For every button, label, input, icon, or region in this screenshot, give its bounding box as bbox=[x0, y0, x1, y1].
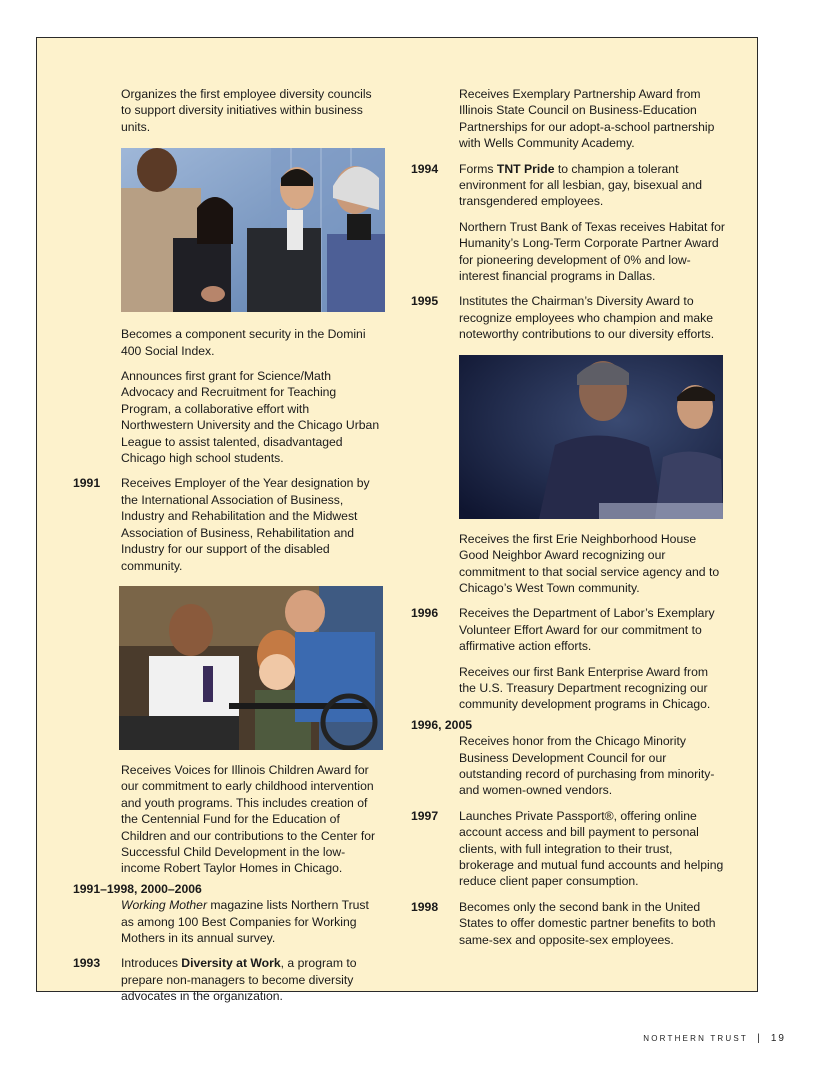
text-domini: Becomes a component security in the Domini 400 Social Index. bbox=[121, 327, 366, 358]
text-chairman-award: Institutes the Chairman’s Diversity Award to recognize employees who champion and make noteworthy contributions to our diversity efforts. bbox=[459, 294, 715, 342]
text-tnt-pride bbox=[459, 161, 727, 210]
year-1996: 1996 bbox=[411, 606, 439, 621]
year-1991-2006: 1991–1998, 2000–2006 bbox=[73, 881, 202, 896]
photo-doctor-child bbox=[119, 586, 383, 750]
text-diversity-councils: Organizes the first employee diversity councils to support diversity initiatives within business units. bbox=[121, 87, 372, 134]
entry-diversity-councils bbox=[73, 86, 413, 135]
right-column bbox=[411, 86, 761, 948]
year-1993: 1993 bbox=[73, 956, 101, 971]
working-mother-text: magazine lists Northern Trust as among 100 Best Companies for Working Mothers in its annual survey. bbox=[121, 898, 369, 945]
text-grant: Announces first grant for Science/Math Advocacy and Recruitment for Teaching Program, a collaborative effort with Northwestern University and the Chicago Urban League to assist talented, disadvantaged Chicago high school students. bbox=[121, 369, 380, 466]
entry-habitat bbox=[411, 219, 761, 285]
left-column bbox=[73, 86, 413, 1005]
photo-business-handshake bbox=[121, 148, 385, 312]
page-footer bbox=[0, 1033, 832, 1047]
working-mother-title: Working Mother bbox=[121, 898, 208, 913]
entry-1997 bbox=[411, 808, 761, 890]
entry-exemplary bbox=[411, 86, 761, 152]
year-1998: 1998 bbox=[411, 899, 439, 914]
content-panel bbox=[36, 37, 758, 1004]
dw-prefix: Introduces bbox=[121, 956, 182, 971]
footer-brand: NORTHERN TRUST bbox=[643, 1034, 748, 1043]
text-exemplary-partnership: Receives Exemplary Partnership Award from Illinois State Council on Business-Education Partnerships for our adopt-a-school partnership with Wells Community Academy. bbox=[459, 87, 715, 151]
year-1997: 1997 bbox=[411, 808, 439, 823]
photo-meeting bbox=[459, 355, 723, 519]
tnt-name: TNT Pride bbox=[496, 161, 555, 176]
year-1996-2005: 1996, 2005 bbox=[411, 717, 472, 732]
text-labor-award: Receives the Department of Labor’s Exemplary Volunteer Effort Award for our commitment to affirmative action efforts. bbox=[459, 606, 715, 654]
text-bank-enterprise-award: Receives our first Bank Enterprise Award from the U.S. Treasury Department recognizing our community development programs in Chicago. bbox=[459, 664, 711, 712]
entry-1993 bbox=[73, 955, 413, 1004]
entry-1991 bbox=[73, 475, 413, 573]
entry-1996-2005 bbox=[411, 717, 761, 799]
text-minority-business: Receives honor from the Chicago Minority Business Development Council for our outstanding record of purchasing from minority- and women-owned vendors. bbox=[459, 734, 715, 798]
entry-1998 bbox=[411, 899, 761, 948]
text-working-mother bbox=[121, 897, 383, 946]
year-1995: 1995 bbox=[411, 294, 439, 309]
year-1994: 1994 bbox=[411, 161, 439, 176]
text-voices-award: Receives Voices for Illinois Children Award for our commitment to early childhood intervention and youth programs. This includes creation of the Centennial Fund for the Education of Children and our contributions to the Center for Successful Child Development in the low-income Robert Taylor Homes in Chicago. bbox=[121, 762, 376, 876]
entry-1994 bbox=[411, 161, 761, 210]
entry-bea bbox=[411, 664, 761, 713]
dw-suffix: , a program to prepare non-managers to become diversity advocates in the organization. bbox=[121, 956, 357, 1004]
page-number: 19 bbox=[770, 1033, 786, 1044]
year-1991: 1991 bbox=[73, 476, 101, 491]
dw-program-name: Diversity at Work bbox=[181, 956, 281, 971]
entry-erie bbox=[411, 531, 761, 597]
text-habitat: Northern Trust Bank of Texas receives Habitat for Humanity’s Long-Term Corporate Partner Award for pioneering development of 0% and low-interest financial programs in Dallas. bbox=[459, 219, 725, 284]
entry-1996 bbox=[411, 605, 761, 654]
text-employer-of-year: Receives Employer of the Year designation by the International Association of Business, Industry and Rehabilitation and the Midwest Association of Business, Rehabilitation and Industry for our support of the disabled community. bbox=[121, 476, 370, 573]
entry-domini bbox=[73, 326, 413, 359]
entry-grant bbox=[73, 368, 413, 466]
entry-voices bbox=[73, 762, 413, 877]
footer-separator: | bbox=[757, 1033, 762, 1044]
text-diversity-at-work bbox=[121, 955, 383, 1004]
text-private-passport: Launches Private Passport®, offering online account access and bill payment to personal clients, with full integration to their trust, brokerage and mutual fund accounts and helping reduce client paper consumption. bbox=[459, 808, 724, 889]
tnt-prefix: Forms bbox=[459, 161, 497, 176]
tnt-suffix: to champion a tolerant environment for all lesbian, gay, bisexual and transgendered employees. bbox=[459, 161, 702, 209]
text-domestic-partner: Becomes only the second bank in the United States to offer domestic partner benefits to both same-sex and opposite-sex employees. bbox=[459, 899, 716, 947]
text-erie-award: Receives the first Erie Neighborhood House Good Neighbor Award recognizing our commitment to that social service agency and to Chicago’s West Town community. bbox=[459, 531, 720, 595]
entry-1991-2006 bbox=[73, 881, 413, 947]
entry-1995 bbox=[411, 293, 761, 342]
